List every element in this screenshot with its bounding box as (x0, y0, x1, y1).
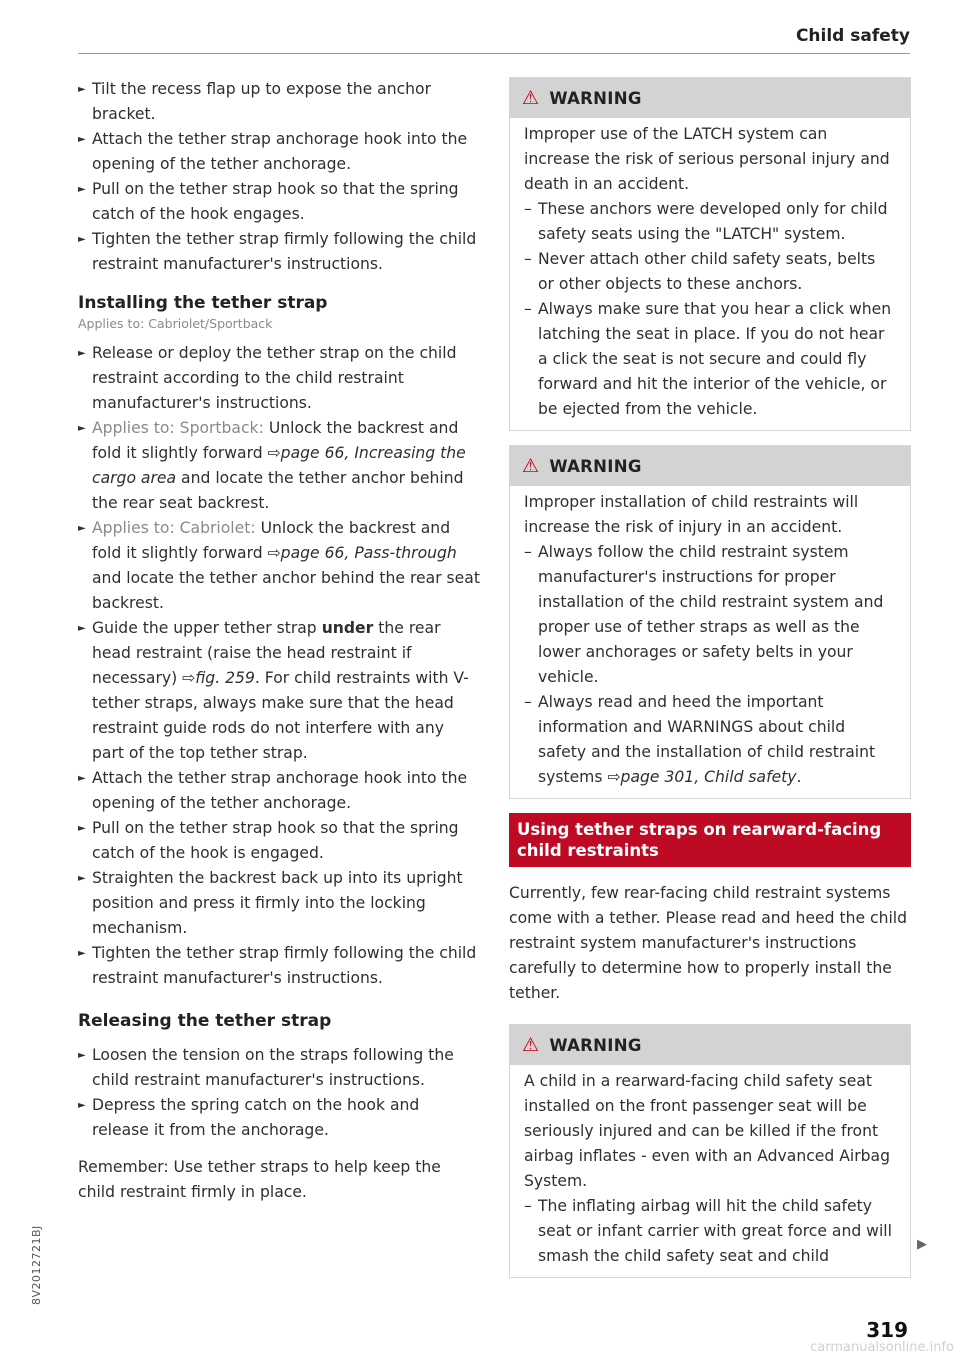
installing-applies: Applies to: Cabriolet/Sportback (78, 316, 273, 331)
section-paragraph: Currently, few rear-facing child restraint systems come with a tether. Please read and heed the child restraint system manufacturer's instructions carefully to determine how to properly install the tether. (509, 884, 908, 1002)
left-column (78, 77, 480, 1205)
step-item: ► Tilt the recess flap up to expose the anchor bracket. (78, 77, 480, 127)
triangle-bullet-icon: ► (78, 423, 86, 434)
page-header-title: Child safety (795, 26, 910, 46)
warning-box (509, 445, 911, 799)
warning-item: – These anchors were developed only for child safety seats using the "LATCH" system. (524, 200, 888, 243)
warning-box (509, 77, 911, 431)
warning-header: ⚠ WARNING (510, 78, 910, 118)
warning-triangle-icon: ⚠ (522, 87, 540, 109)
triangle-bullet-icon: ► (78, 84, 86, 95)
section-title-bar: Using tether straps on rearward-facing child restraints (509, 813, 911, 867)
page-reference-link[interactable]: page 66, Increasing the cargo area (92, 444, 466, 487)
triangle-bullet-icon: ► (78, 773, 86, 784)
triangle-bullet-icon: ► (78, 348, 86, 359)
warning-box (509, 1024, 911, 1278)
warning-item: – Never attach other child safety seats, belts or other objects to these anchors. (524, 250, 876, 293)
step-item: ► Loosen the tension on the straps following the child restraint manufacturer's instructions. (78, 1043, 480, 1093)
step-item: ► Guide the upper tether strap under the rear head restraint (raise the head restraint if necessary) ⇨fig. 259. For child restraints with V-tether straps, always make sure that the head restraint guide rods do not interfere with any part of the top tether strap. (78, 616, 480, 766)
step-item: ► Pull on the tether strap hook so that the spring catch of the hook is engaged. (78, 816, 480, 866)
triangle-bullet-icon: ► (78, 1050, 86, 1061)
triangle-bullet-icon: ► (78, 948, 86, 959)
warning-body: Improper use of the LATCH system can increase the risk of serious personal injury and death in an accident. – These anchors were developed only for child safety seats using the "LATCH" system. – Never attach other child safety seats, belts or other objects to these anchors. – Always make sure that you hear a click when latching the seat in place. If you do not hear a click the seat is not secure and could fly forward and hit the interior of the vehicle, or be ejected from the vehicle. (510, 118, 910, 430)
arrow-icon: ⇨ (182, 669, 196, 687)
step-item: ► Attach the tether strap anchorage hook into the opening of the tether anchorage. (78, 127, 480, 177)
step-item: ► Depress the spring catch on the hook and release it from the anchorage. (78, 1093, 480, 1143)
arrow-icon: ⇨ (267, 544, 281, 562)
step-item: ► Straighten the backrest back up into its upright position and press it firmly into the locking mechanism. (78, 866, 480, 941)
step-item: ► Tighten the tether strap firmly following the child restraint manufacturer's instructions. (78, 941, 480, 991)
continue-arrow-icon: ▶ (917, 1237, 927, 1252)
warning-item: – Always read and heed the important information and WARNINGS about child safety and the installation of child restraint systems ⇨page 301, Child safety. (524, 693, 876, 786)
warning-triangle-icon: ⚠ (522, 1034, 540, 1056)
installing-heading: Installing the tether strap (78, 293, 328, 313)
warning-item: – Always follow the child restraint system manufacturer's instructions for proper installation of the child restraint system and proper use of tether straps as well as the lower anchorages or safety belts in your vehicle. (524, 543, 884, 686)
warning-body: Improper installation of child restraints will increase the risk of injury in an accident. – Always follow the child restraint system manufacturer's instructions for proper installation of the child restraint system and proper use of tether straps as well as the lower anchorages or safety belts in your vehicle. – Always read and heed the important information and WARNINGS about child safety and the installation of child restraint systems ⇨page 301, Child safety. (510, 486, 910, 798)
warning-body: A child in a rearward-facing child safety seat installed on the front passenger seat will be seriously injured and can be killed if the front airbag inflates - even with an Advanced Airbag System. – The inflating airbag will hit the child safety seat or infant carrier with great force and will smash the child safety seat and child (510, 1065, 910, 1277)
arrow-icon: ⇨ (267, 444, 281, 462)
warning-item: – Always make sure that you hear a click when latching the seat in place. If you do not hear a click the seat is not secure and could fly forward and hit the interior of the vehicle, or be ejected from the vehicle. (524, 300, 892, 418)
warning-header: ⚠ WARNING (510, 1025, 910, 1065)
triangle-bullet-icon: ► (78, 873, 86, 884)
warning-item: – The inflating airbag will hit the child safety seat or infant carrier with great force and will smash the child safety seat and child (524, 1197, 892, 1265)
triangle-bullet-icon: ► (78, 134, 86, 145)
document-code: 8V2012721BJ (30, 1225, 43, 1305)
header-rule (78, 53, 910, 54)
triangle-bullet-icon: ► (78, 234, 86, 245)
page-reference-link[interactable]: page 66, Pass-through (280, 544, 457, 562)
triangle-bullet-icon: ► (78, 823, 86, 834)
step-item: ► Release or deploy the tether strap on the child restraint according to the child restraint manufacturer's instructions. (78, 341, 480, 416)
step-item: ► Applies to: Cabriolet: Unlock the backrest and fold it slightly forward ⇨page 66, Pass-through and locate the tether anchor behind the rear seat backrest. (78, 516, 480, 616)
arrow-icon: ⇨ (607, 768, 621, 786)
step-item: ► Tighten the tether strap firmly following the child restraint manufacturer's instructions. (78, 227, 480, 277)
triangle-bullet-icon: ► (78, 184, 86, 195)
page-reference-link[interactable]: page 301, Child safety (620, 768, 797, 786)
triangle-bullet-icon: ► (78, 1100, 86, 1111)
step-item: ► Applies to: Sportback: Unlock the backrest and fold it slightly forward ⇨page 66, Increasing the cargo area and locate the tether anchor behind the rear seat backrest. (78, 416, 480, 516)
step-item: ► Pull on the tether strap hook so that the spring catch of the hook engages. (78, 177, 480, 227)
releasing-heading: Releasing the tether strap (78, 1011, 332, 1031)
page-number: 319 (866, 1318, 908, 1342)
figure-reference-link[interactable]: fig. 259 (195, 669, 255, 687)
warning-header: ⚠ WARNING (510, 446, 910, 486)
triangle-bullet-icon: ► (78, 523, 86, 534)
step-item: ► Attach the tether strap anchorage hook into the opening of the tether anchorage. (78, 766, 480, 816)
right-column (509, 77, 911, 1292)
triangle-bullet-icon: ► (78, 623, 86, 634)
warning-triangle-icon: ⚠ (522, 455, 540, 477)
footer-watermark: carmanualsonline.info (810, 1340, 954, 1355)
remember-paragraph: Remember: Use tether straps to help keep the child restraint firmly in place. (78, 1158, 441, 1201)
